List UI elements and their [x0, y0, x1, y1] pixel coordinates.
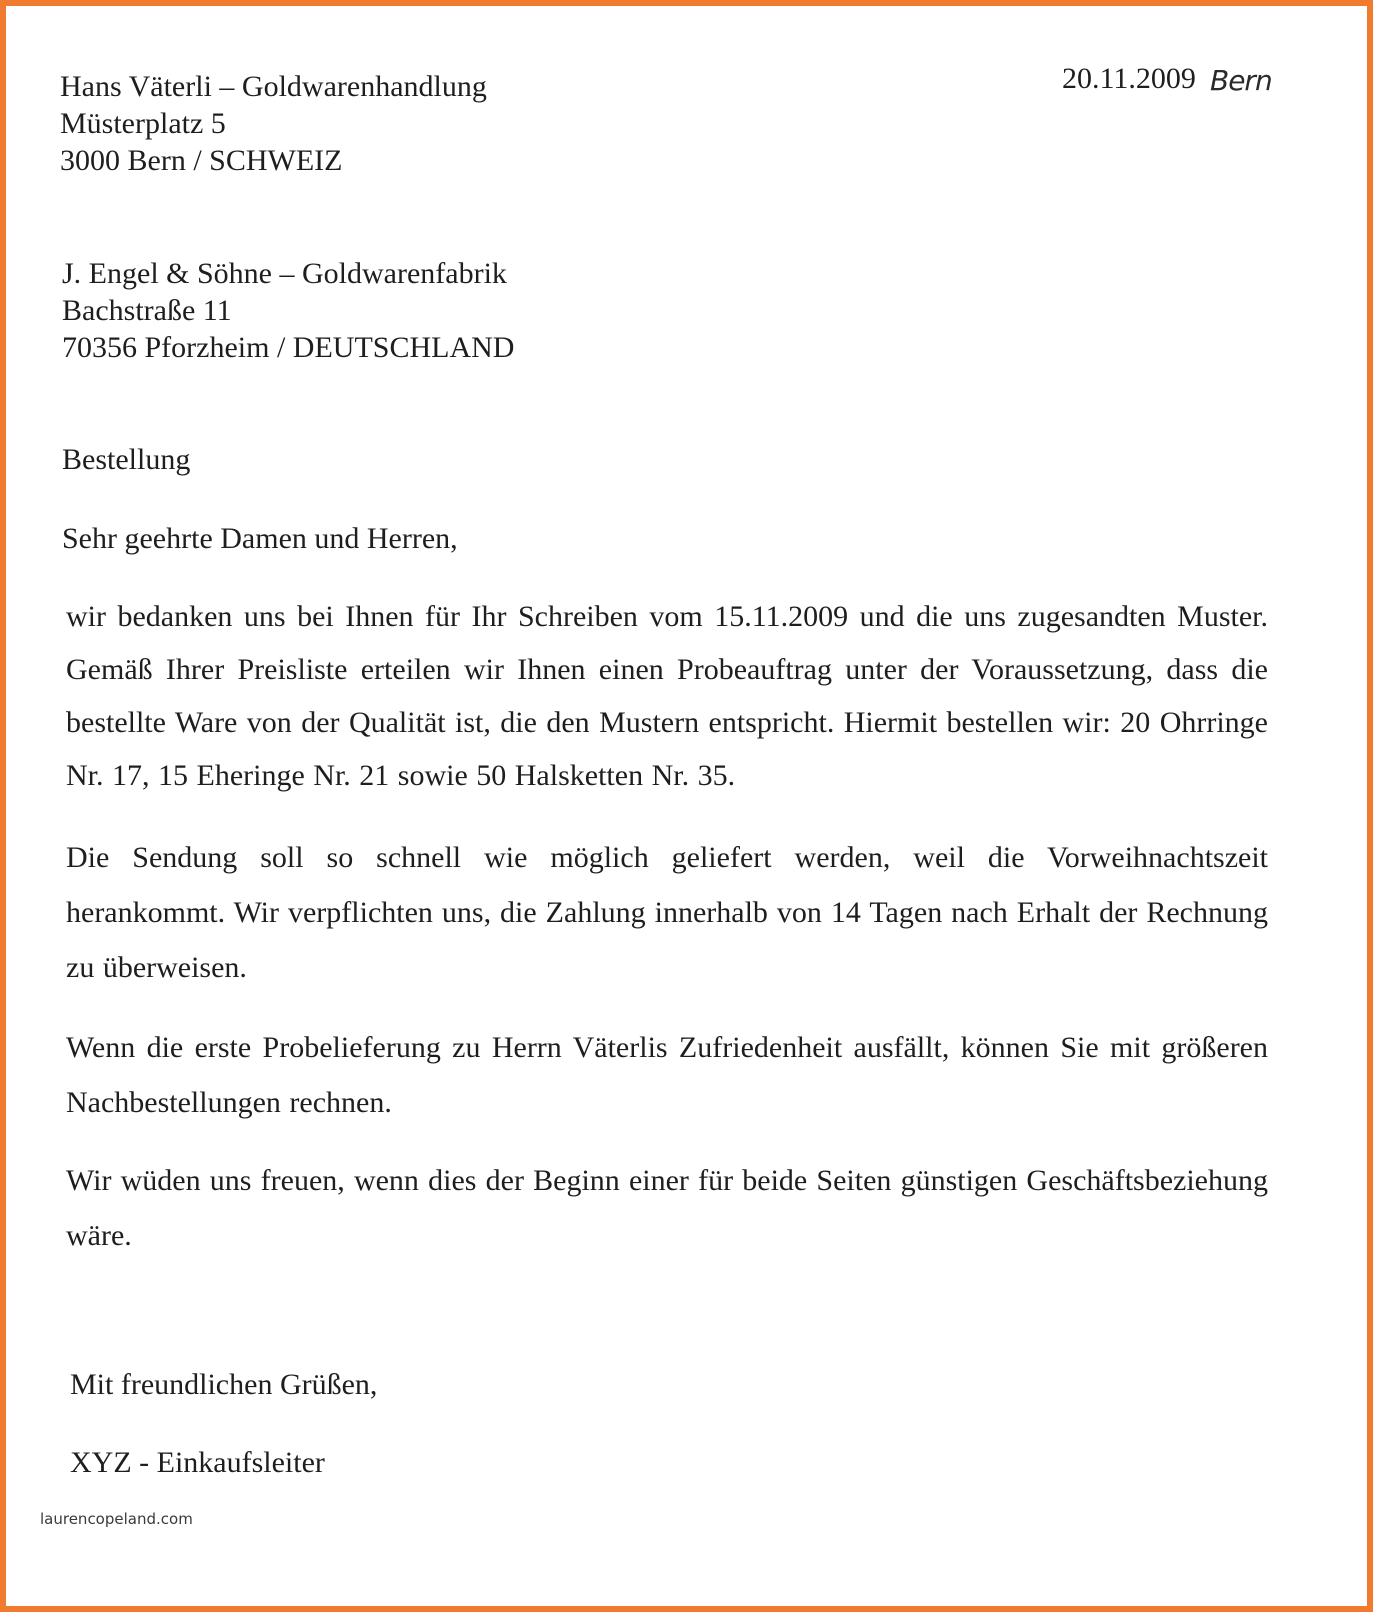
- recipient-city: 70356 Pforzheim / DEUTSCHLAND: [62, 331, 515, 364]
- body-paragraph-1: wir bedanken uns bei Ihnen für Ihr Schreiben vom 15.11.2009 und die uns zugesandten Muster. Gemäß Ihrer Preisliste erteilen wir Ihnen einen Probeauftrag unter der Voraussetzung, dass die bestellte Ware von der Qualität ist, die den Mustern entspricht. Hiermit bestellen wir: 20 Ohrringe Nr. 17, 15 Eheringe Nr. 21 sowie 50 Halsketten Nr. 35.: [66, 600, 1268, 792]
- sender-city: 3000 Bern / SCHWEIZ: [60, 144, 343, 177]
- body-paragraph-2: Die Sendung soll so schnell wie möglich geliefert werden, weil die Vorweihnachtszeit herankommt. Wir verpflichten uns, die Zahlung innerhalb von 14 Tagen nach Erhalt der Rechnung zu überweisen.: [66, 841, 1268, 984]
- watermark: laurencopeland.com: [40, 1510, 193, 1528]
- handwritten-place: Bern: [1210, 64, 1272, 97]
- signature: XYZ - Einkaufsleiter: [70, 1446, 325, 1479]
- letter-date: 20.11.2009: [1062, 62, 1196, 95]
- subject-line: Bestellung: [62, 443, 191, 476]
- sender-street: Müsterplatz 5: [60, 107, 226, 140]
- salutation: Sehr geehrte Damen und Herren,: [62, 522, 458, 555]
- body-paragraph-4: Wir wüden uns freuen, wenn dies der Beginn einer für beide Seiten günstigen Geschäftsbeziehung wäre.: [66, 1164, 1268, 1252]
- closing: Mit freundlichen Grüßen,: [70, 1368, 378, 1401]
- recipient-street: Bachstraße 11: [62, 294, 232, 327]
- body-paragraph-3: Wenn die erste Probelieferung zu Herrn Väterlis Zufriedenheit ausfällt, können Sie mit größeren Nachbestellungen rechnen.: [66, 1031, 1268, 1119]
- recipient-address: [62, 255, 514, 366]
- sender-name: Hans Väterli – Goldwarenhandlung: [60, 70, 487, 103]
- sender-address: [60, 68, 487, 179]
- recipient-name: J. Engel & Söhne – Goldwarenfabrik: [62, 257, 507, 290]
